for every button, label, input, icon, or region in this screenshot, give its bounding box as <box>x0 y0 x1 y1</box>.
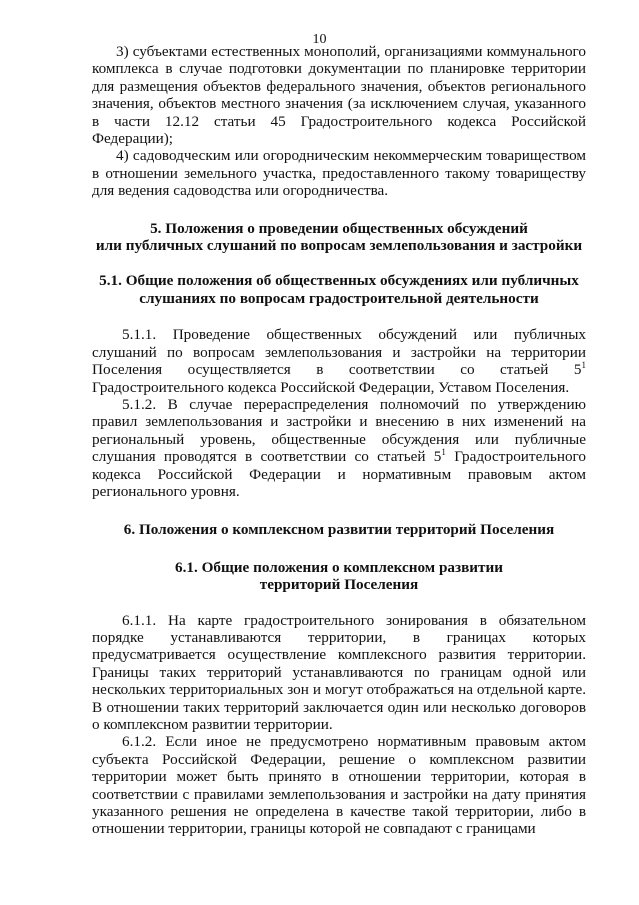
paragraph-6-1-1: 6.1.1. На карте градостроительного зонирования в обязательном порядке устанавливаются территории, в границах которых предусматривается осуществление комплексного развития территории. Границы таких территорий устанавливаются по границам одной или нескольких территориальных зон и могут отображаться на отдельной карте. В отношении таких территорий заключается один или несколько договоров о комплексном развитии территории. <box>92 611 586 733</box>
paragraph-5-1-1-text-b: Градостроительного кодекса Российской Федерации, Уставом Поселения. <box>92 378 570 396</box>
paragraph-5-1-1 <box>92 326 586 396</box>
paragraph-6-1-2: 6.1.2. Если иное не предусмотрено нормативным правовым актом субъекта Российской Федерации, решение о комплексном развитии территории может быть принято в отношении территории, которая в соответствии с правилами землепользования и застройки на дату принятия указанного решения не определена в качестве такой территории, либо в отношении территории, границы которой не совпадают с границами <box>92 733 586 838</box>
section-6-1-heading-line2: территорий Поселения <box>259 576 419 594</box>
paragraph-item-3: 3) субъектами естественных монополий, организациями коммунального комплекса в случае подготовки документации по планировке территории для размещения объектов федерального значения, объектов регионального значения, объектов местного значения (за исключением случая, указанного в части 12.12 статьи 45 Градостроительного кодекса Российской Федерации); <box>92 43 586 148</box>
document-body <box>92 43 586 838</box>
section-5-heading-line1: 5. Положения о проведении общественных обсуждений <box>150 219 528 237</box>
superscript-1: 1 <box>581 360 586 371</box>
paragraph-5-1-1-text-a: 5.1.1. Проведение общественных обсуждений или публичных слушаний по вопросам землепользования и застройки на территории Поселения осуществляется в соответствии со статьей 5 <box>92 326 586 379</box>
section-5-1-heading-line2: слушаниях по вопросам градостроительной деятельности <box>139 289 539 307</box>
section-5-1-heading-line1: 5.1. Общие положения об общественных обсуждениях или публичных <box>99 272 579 290</box>
section-5-heading-line2: или публичных слушаний по вопросам землепользования и застройки <box>95 237 583 255</box>
paragraph-5-1-2-text-b: Градостроительного кодекса Российской Федерации и нормативным правовым актом регионального уровня. <box>92 448 586 500</box>
section-6-1-heading <box>92 559 586 594</box>
section-5-1-heading <box>92 272 586 307</box>
paragraph-5-1-2-text-a: 5.1.2. В случае перераспределения полномочий по утверждению правил землепользования и застройки и внесению в них изменений на региональный уровень, общественные обсуждения или публичные слушания проводятся в соответствии со статьей 5 <box>92 395 586 466</box>
paragraph-5-1-2 <box>92 396 586 500</box>
page-number: 10 <box>312 32 327 47</box>
superscript-1: 1 <box>441 447 446 458</box>
section-6-1-heading-line1: 6.1. Общие положения о комплексном развитии <box>174 558 503 576</box>
section-5-heading <box>92 220 586 255</box>
paragraph-item-4: 4) садоводческим или огородническим некоммерческим товариществом в отношении земельного участка, предоставленного такому товариществу для ведения садоводства или огородничества. <box>92 147 586 200</box>
section-6-heading: 6. Положения о комплексном развитии территорий Поселения <box>123 521 555 539</box>
